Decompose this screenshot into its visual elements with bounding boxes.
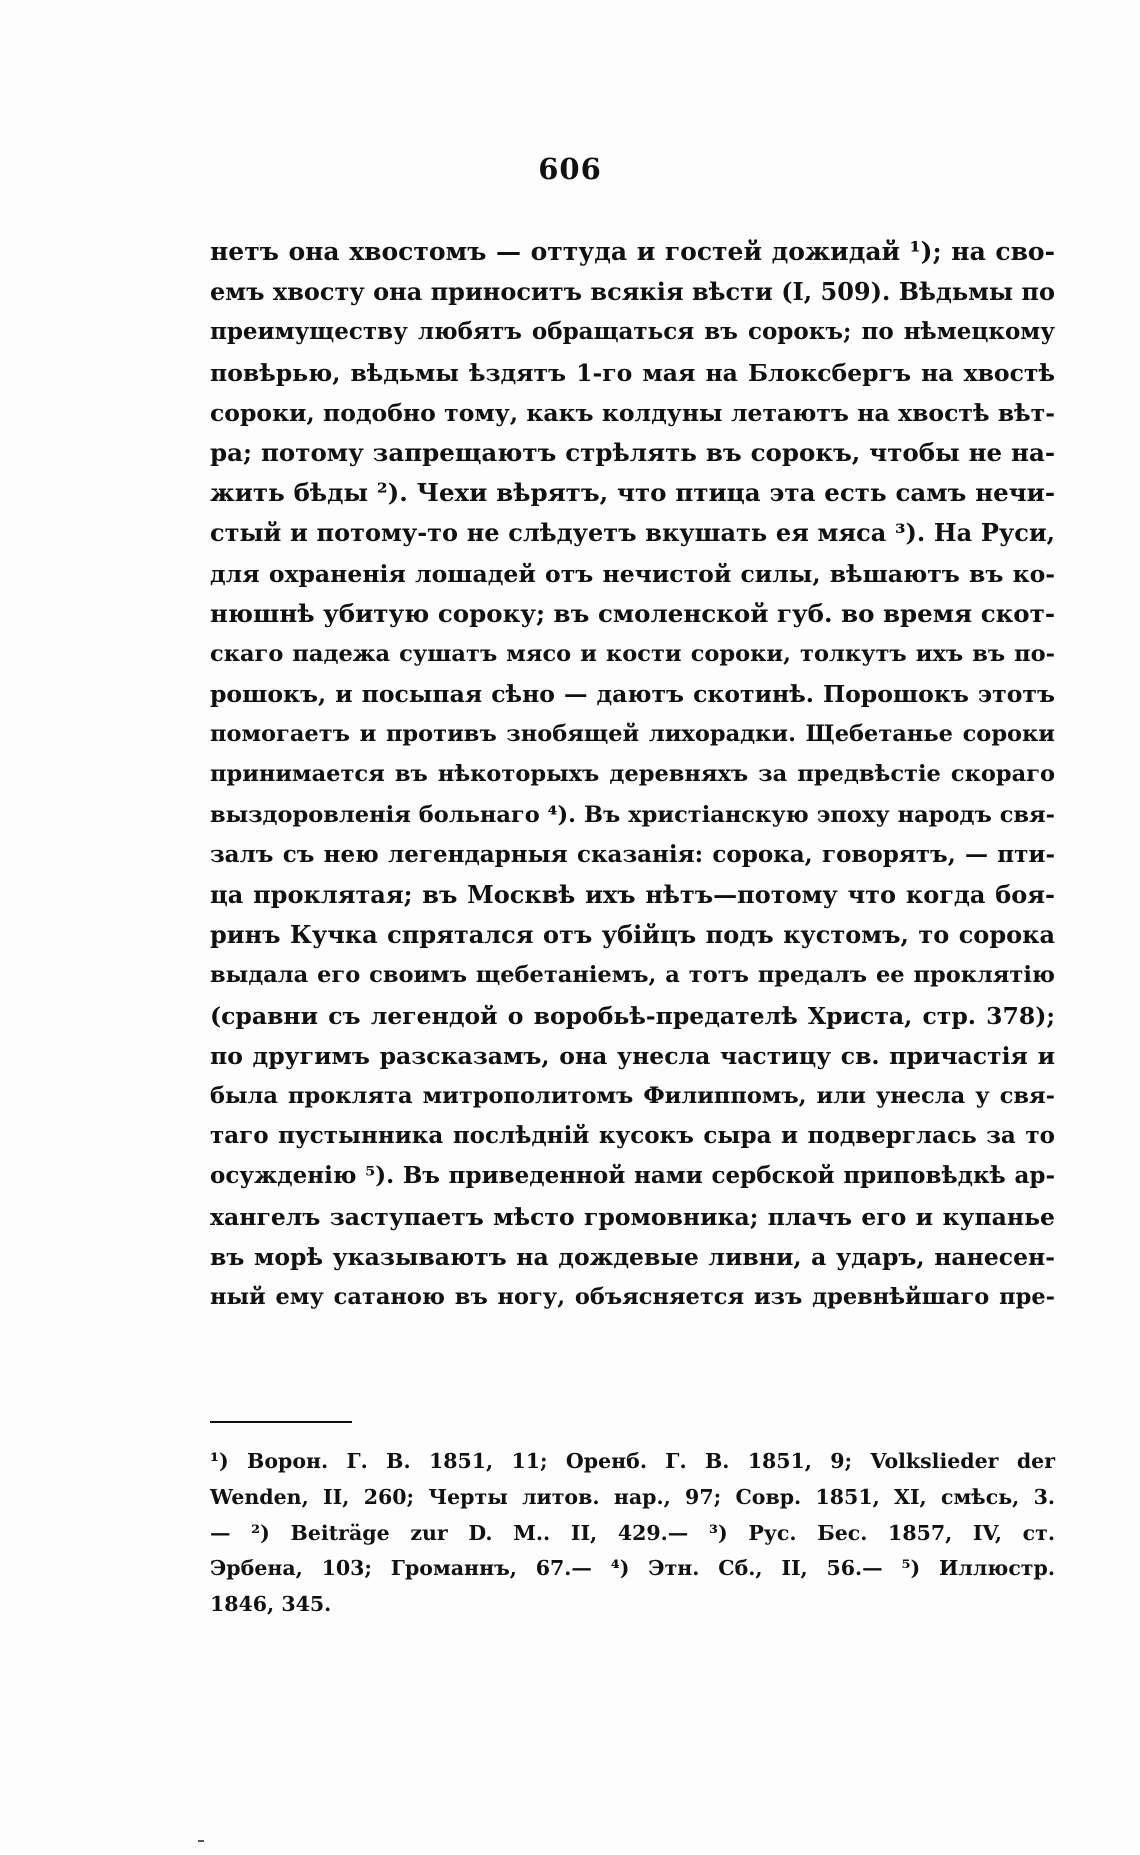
body-line: помогаетъ и противъ знобящей лихорадки. Щебетанье сороки xyxy=(210,721,1055,748)
footnotes xyxy=(210,1444,1055,1623)
body-line: выдала его своимъ щебетаніемъ, а тотъ предалъ ее проклятію xyxy=(210,962,1055,989)
footnote-line: Эрбена, 103; Громаннъ, 67.— ⁴) Этн. Сб., II, 56.— ⁵) Иллюстр. xyxy=(210,1556,1055,1581)
page-number: 606 xyxy=(538,152,602,186)
body-line: въ морѣ указываютъ на дождевые ливни, а ударъ, нанесен- xyxy=(210,1242,1055,1271)
body-line: стый и потому-то не слѣдуетъ вкушать ея мяса ³). На Руси, xyxy=(210,518,1055,548)
body-line: сороки, подобно тому, какъ колдуны летаютъ на хвостѣ вѣт- xyxy=(210,398,1055,427)
body-line: ный ему сатаною въ ногу, объясняется изъ древнѣйшаго пре- xyxy=(210,1283,1055,1310)
body-line: повѣрью, вѣдьмы ѣздятъ 1-го мая на Блоксбергъ на хвостѣ xyxy=(210,358,1055,387)
body-line: была проклята митрополитомъ Филиппомъ, или унесла у свя- xyxy=(210,1082,1055,1109)
footnote-line: 1846, 345. xyxy=(210,1592,332,1617)
body-line: таго пустынника послѣдній кусокъ сыра и подверглась за то xyxy=(210,1122,1055,1150)
body-line: (сравни съ легендой о воробьѣ-предателѣ Христа, стр. 378); xyxy=(210,1001,1055,1030)
body-line: для охраненія лошадей отъ нечистой силы, вѣшаютъ въ ко- xyxy=(210,559,1055,588)
body-line: осужденію ⁵). Въ приведенной нами сербской приповѣдкѣ ар- xyxy=(210,1162,1055,1190)
body-line: нюшнѣ убитую сороку; въ смоленской губ. во время скот- xyxy=(210,598,1055,628)
body-line: выздоровленія больнаго ⁴). Въ христіанскую эпоху народъ свя- xyxy=(210,801,1055,828)
footnote-line: — ²) Beiträge zur D. M.. II, 429.— ³) Рус. Бес. 1857, IV, ст. xyxy=(210,1520,1055,1545)
body-text xyxy=(210,232,1055,1317)
body-line: ра; потому запрещаютъ стрѣлять въ сорокъ, чтобы не на- xyxy=(210,437,1055,467)
body-line: жить бѣды ²). Чехи вѣрятъ, что птица эта есть самъ нечи- xyxy=(210,478,1055,508)
body-line: принимается въ нѣкоторыхъ деревняхъ за предвѣстіе скораго xyxy=(210,761,1055,788)
scan-mark xyxy=(198,1840,204,1842)
body-line: залъ съ нею легендарныя сказанія: сорока, говорятъ, — пти- xyxy=(210,840,1055,868)
body-line: скаго падежа сушатъ мясо и кости сороки, толкутъ ихъ въ по- xyxy=(210,640,1055,667)
footnote-line: Wenden, II, 260; Черты литов. нар., 97; Совр. 1851, XI, смѣсь, 3. xyxy=(210,1484,1055,1509)
body-line: ца проклятая; въ Москвѣ ихъ нѣтъ—потому что когда боя- xyxy=(210,880,1055,909)
body-line: хангелъ заступаетъ мѣсто громовника; плачъ его и купанье xyxy=(210,1202,1055,1231)
footnote-line: ¹) Ворон. Г. В. 1851, 11; Оренб. Г. В. 1851, 9; Volkslieder der xyxy=(210,1449,1055,1473)
body-line: рошокъ, и посыпая сѣно — даютъ скотинѣ. Порошокъ этотъ xyxy=(210,680,1055,709)
body-line: емъ хвосту она приноситъ всякія вѣсти (I, 509). Вѣдьмы по xyxy=(210,277,1055,307)
body-line: ринъ Кучка спрятался отъ убійцъ подъ кустомъ, то сорока xyxy=(210,920,1055,950)
footnote-divider xyxy=(210,1421,352,1423)
body-line: преимуществу любятъ обращаться въ сорокъ; по нѣмецкому xyxy=(210,318,1055,346)
body-line: нетъ она хвостомъ — оттуда и гостей дожидай ¹); на сво- xyxy=(210,237,1055,266)
body-line: по другимъ разсказамъ, она унесла частицу св. причастія и xyxy=(210,1041,1055,1070)
